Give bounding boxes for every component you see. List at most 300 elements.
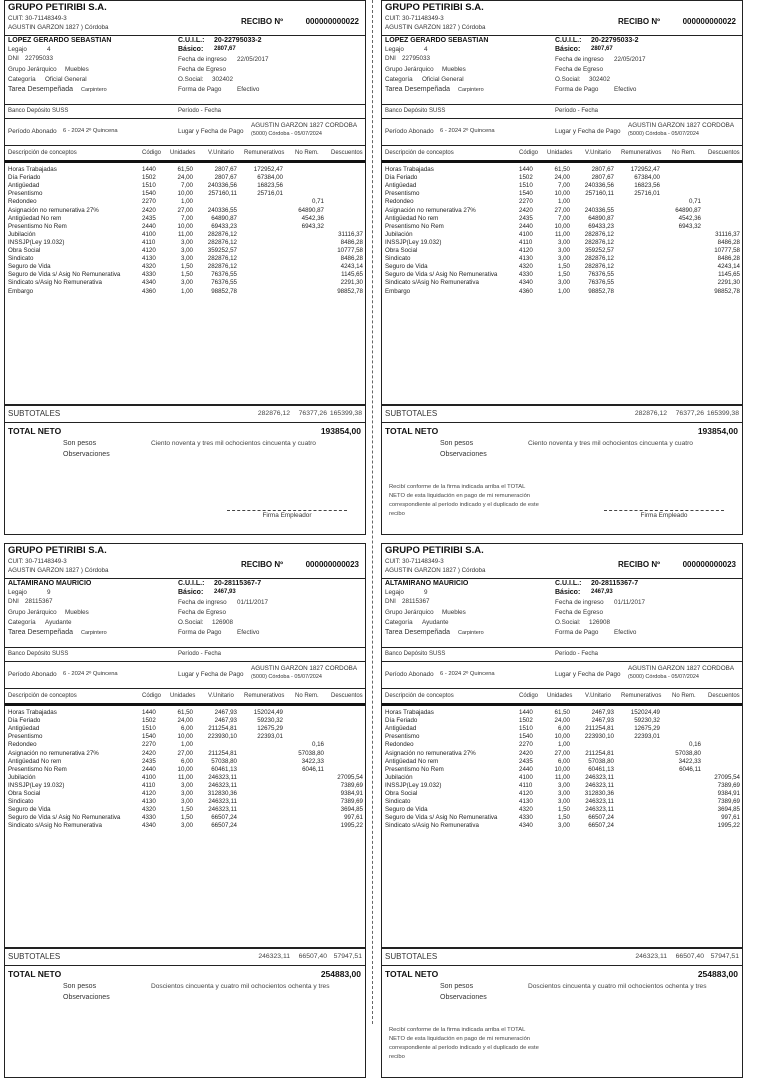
fecha-egreso-label: Fecha de Egreso — [555, 609, 603, 616]
table-row — [5, 279, 365, 287]
concept-code: 2420 — [519, 749, 533, 757]
concept-unit-value: 282876,12 — [207, 238, 237, 246]
period-row — [382, 119, 742, 146]
concept-description: Horas Trabajadas — [8, 166, 57, 173]
concept-no-remunerativo: 0,16 — [311, 741, 324, 749]
concept-units: 10,00 — [554, 733, 570, 741]
concept-units: 27,00 — [177, 206, 193, 214]
concept-unit-value: 57038,80 — [588, 757, 614, 765]
concepts-header — [5, 689, 365, 706]
concept-description: Obra Social — [8, 790, 41, 797]
concept-units: 11,00 — [554, 230, 570, 238]
table-row — [5, 247, 365, 255]
company-name: GRUPO PETIRIBI S.A. — [8, 545, 107, 556]
concept-unit-value: 282876,12 — [584, 255, 614, 263]
concept-remunerativo: 16823,56 — [634, 182, 660, 190]
concept-unit-value: 246323,11 — [208, 781, 237, 789]
total-neto-label: TOTAL NETO — [385, 426, 439, 436]
col-descripcion: Descripción de conceptos — [8, 150, 77, 156]
company-cuit: CUIT: 30-71148349-3 — [385, 15, 444, 22]
concepts-table — [382, 163, 742, 404]
grupo-value: Muebles — [65, 66, 89, 73]
concept-unit-value: 211254,81 — [585, 749, 614, 757]
subtotals-row — [382, 949, 742, 966]
table-row — [382, 182, 742, 190]
table-row — [5, 174, 365, 182]
receipt-title: RECIBO Nº — [241, 17, 284, 26]
concept-code: 1502 — [142, 717, 156, 725]
concept-code: 4130 — [142, 255, 156, 263]
concept-descuento: 8486,28 — [717, 238, 740, 246]
concept-description: Antigüedad No rem — [8, 214, 62, 222]
payment-place-date: (5000) Córdoba - 05/07/2024 — [251, 131, 322, 137]
concept-description: Sindicato s/Asig No Remunerativa — [8, 279, 102, 287]
concept-description: Jubilación — [385, 230, 413, 238]
tarea-value: Carpintero — [458, 630, 484, 636]
col-norem: No Rem. — [295, 693, 319, 699]
concept-units: 1,50 — [180, 806, 193, 814]
subtotal-descuentos: 165399,38 — [329, 410, 362, 417]
total-neto-label: TOTAL NETO — [385, 969, 439, 979]
concept-description: Día Feriado — [385, 174, 418, 182]
fecha-egreso-label: Fecha de Egreso — [178, 66, 226, 73]
table-row — [5, 758, 365, 766]
concept-units: 24,00 — [177, 717, 193, 725]
concept-units: 11,00 — [177, 773, 193, 781]
observaciones-label: Observaciones — [440, 994, 487, 1001]
col-codigo: Código — [519, 693, 539, 699]
concept-unit-value: 282876,12 — [207, 230, 237, 238]
col-vunitario: V.Unitario — [208, 150, 234, 156]
employee-name: ALTAMIRANO MAURICIO — [385, 580, 469, 587]
dni-value: 22795033 — [402, 55, 431, 62]
concept-remunerativo: 67384,00 — [257, 174, 283, 182]
concept-descuento: 10777,58 — [714, 247, 740, 254]
concept-unit-value: 240336,55 — [584, 206, 614, 214]
osocial-value: 302402 — [212, 76, 234, 83]
concept-units: 61,50 — [177, 166, 193, 173]
concept-code: 4320 — [519, 263, 533, 271]
concept-units: 6,00 — [180, 725, 193, 733]
concept-code: 4340 — [519, 279, 533, 287]
concept-code: 1510 — [519, 182, 533, 190]
grupo-label: Grupo Jerárquico — [385, 66, 434, 73]
receipt-body — [381, 543, 743, 948]
concept-code: 2420 — [519, 206, 533, 214]
grupo-value: Muebles — [65, 609, 89, 616]
concept-unit-value: 246323,11 — [585, 773, 614, 781]
table-row — [382, 279, 742, 287]
total-neto-value: 254883,00 — [320, 969, 361, 979]
tarea-label: Tarea Desempeñada — [385, 629, 450, 636]
col-descripcion: Descripción de conceptos — [8, 693, 77, 699]
concept-description: Antigüedad No rem — [8, 757, 62, 765]
concept-unit-value: 246323,11 — [208, 773, 237, 781]
categoria-label: Categoría — [385, 76, 413, 83]
table-row — [382, 814, 742, 822]
payroll-receipt-empleado — [381, 543, 743, 1076]
concept-remunerativo: 22393,01 — [634, 733, 660, 741]
subtotal-remunerativos: 246323,11 — [635, 953, 667, 960]
dni-value: 22795033 — [25, 55, 54, 62]
concept-code: 2435 — [519, 214, 533, 222]
concept-code: 1502 — [142, 174, 156, 182]
table-row — [5, 255, 365, 263]
concept-code: 2440 — [142, 765, 156, 773]
receipt-number: 000000000022 — [305, 17, 359, 26]
concept-code: 4320 — [142, 263, 156, 271]
concept-units: 10,00 — [177, 190, 193, 198]
concept-units: 10,00 — [177, 222, 193, 230]
concept-description: INSSJP(Ley 19.032) — [8, 781, 65, 789]
concept-no-remunerativo: 0,71 — [311, 198, 324, 206]
concept-description: Seguro de Vida s/ Asig No Remunerativa — [385, 271, 498, 279]
receipt-number: 000000000022 — [682, 17, 736, 26]
amount-in-words: Ciento noventa y tres mil ochocientos cincuenta y cuatro — [528, 440, 693, 447]
dni-label: DNI — [8, 55, 19, 62]
concept-code: 4320 — [519, 806, 533, 814]
tarea-value: Carpintero — [458, 87, 484, 93]
signature-line: Firma Empleador — [227, 510, 347, 520]
table-row — [5, 750, 365, 758]
employee-info — [382, 579, 742, 648]
subtotal-descuentos: 57947,51 — [710, 953, 739, 960]
col-descripcion: Descripción de conceptos — [385, 693, 454, 699]
period-label: Período Abonado — [385, 128, 434, 135]
concept-code: 1510 — [519, 725, 533, 733]
table-row — [5, 709, 365, 717]
concept-remunerativo: 16823,56 — [257, 182, 283, 190]
bank-row — [382, 105, 742, 119]
concept-descuento: 3694,85 — [717, 806, 740, 814]
table-row — [5, 741, 365, 749]
concept-unit-value: 211254,81 — [208, 725, 237, 733]
concept-description: Asignación no remunerativa 27% — [385, 749, 476, 757]
col-vunitario: V.Unitario — [585, 693, 611, 699]
fecha-ingreso-label: Fecha de ingreso — [555, 599, 604, 606]
table-row — [382, 750, 742, 758]
col-remunerativos: Remunerativos — [621, 693, 662, 699]
concept-description: Asignación no remunerativa 27% — [385, 206, 476, 214]
table-row — [5, 733, 365, 741]
concept-unit-value: 60461,13 — [588, 765, 614, 773]
grupo-value: Muebles — [442, 66, 466, 73]
table-row — [382, 231, 742, 239]
concept-units: 3,00 — [557, 255, 570, 263]
concept-description: Antigüedad No rem — [385, 214, 439, 222]
table-row — [5, 271, 365, 279]
concept-remunerativo: 59230,32 — [257, 717, 283, 725]
period-row — [5, 662, 365, 689]
table-row — [382, 725, 742, 733]
osocial-label: O.Social: — [555, 76, 581, 83]
concept-no-remunerativo: 6943,32 — [678, 222, 701, 230]
table-row — [382, 806, 742, 814]
osocial-value: 126908 — [589, 619, 611, 626]
employee-info — [382, 36, 742, 105]
categoria-label: Categoría — [8, 619, 36, 626]
concept-code: 4320 — [142, 806, 156, 814]
concept-remunerativo: 12675,29 — [257, 725, 283, 733]
concept-code: 1510 — [142, 182, 156, 190]
concept-code: 4130 — [519, 255, 533, 263]
son-pesos-label: Son pesos — [63, 440, 97, 447]
amount-in-words: Doscientos cincuenta y cuatro mil ochocientos ochenta y tres — [151, 983, 330, 990]
concept-description: Antigüedad — [385, 182, 417, 190]
concept-remunerativo: 59230,32 — [634, 717, 660, 725]
concept-units: 3,00 — [180, 781, 193, 789]
basico-label: Básico: — [555, 46, 581, 53]
tarea-value: Carpintero — [81, 630, 107, 636]
concept-unit-value: 2467,93 — [214, 709, 237, 716]
dni-label: DNI — [8, 598, 19, 605]
receipt-footer — [4, 948, 366, 1076]
concept-code: 4120 — [142, 247, 156, 254]
cuil-label: C.U.I.L.: — [555, 580, 582, 587]
col-remunerativos: Remunerativos — [621, 150, 662, 156]
concept-descuento: 31116,37 — [338, 230, 363, 238]
concept-units: 10,00 — [554, 190, 570, 198]
receipt-acknowledgement: Recibí conforme de la firma indicada arriba el TOTAL NETO de esta liquidación en pago de mi remuneración correspondiente al período indicado y el duplicado de este recibo — [389, 1027, 539, 1060]
subtotal-norem: 76377,26 — [675, 410, 704, 417]
concept-code: 2420 — [142, 206, 156, 214]
concept-units: 10,00 — [177, 733, 193, 741]
concept-remunerativo: 25716,01 — [257, 190, 283, 198]
concept-remunerativo: 172952,47 — [630, 166, 660, 173]
receipt-body — [4, 543, 366, 948]
concept-remunerativo: 25716,01 — [634, 190, 660, 198]
concept-descuento: 7389,69 — [340, 781, 363, 789]
table-row — [5, 215, 365, 223]
concept-code: 4360 — [142, 287, 156, 295]
concept-code: 4110 — [519, 781, 533, 789]
concept-no-remunerativo: 4542,36 — [678, 214, 701, 222]
employee-info — [5, 36, 365, 105]
concept-no-remunerativo: 57038,80 — [675, 749, 701, 757]
cuil-value: 20-28115367-7 — [591, 580, 639, 587]
concept-description: Jubilación — [8, 773, 36, 781]
concept-description: Presentismo — [385, 733, 420, 741]
period-value: 6 - 2024 2º Quincena — [63, 671, 118, 677]
receipt-title: RECIBO Nº — [618, 560, 661, 569]
concept-code: 2440 — [519, 765, 533, 773]
concept-description: Presentismo — [8, 733, 43, 741]
payment-place-value: AGUSTIN GARZON 1827 CORDOBA — [628, 122, 735, 129]
concept-descuento: 2291,30 — [340, 279, 363, 287]
table-row — [5, 263, 365, 271]
col-remunerativos: Remunerativos — [244, 693, 285, 699]
concept-description: INSSJP(Ley 19.032) — [8, 238, 65, 246]
subtotal-descuentos: 165399,38 — [706, 410, 739, 417]
concept-units: 61,50 — [177, 709, 193, 716]
total-neto-value: 254883,00 — [697, 969, 738, 979]
concept-unit-value: 76376,55 — [588, 279, 614, 287]
concept-description: Sindicato — [8, 255, 34, 263]
concept-description: Día Feriado — [385, 717, 418, 725]
concept-unit-value: 2807,67 — [214, 174, 237, 182]
concepts-table — [5, 706, 365, 947]
company-address: AGUSTIN GARZON 1827 ) Córdoba — [385, 567, 486, 574]
fecha-ingreso-value: 22/05/2017 — [614, 56, 646, 63]
fecha-ingreso-value: 22/05/2017 — [237, 56, 269, 63]
total-neto-value: 193854,00 — [320, 426, 361, 436]
concept-remunerativo: 152024,49 — [253, 709, 283, 716]
concept-no-remunerativo: 3422,33 — [301, 757, 324, 765]
table-row — [5, 182, 365, 190]
table-row — [5, 190, 365, 198]
col-descuentos: Descuentos — [331, 693, 363, 699]
tarea-label: Tarea Desempeñada — [8, 629, 73, 636]
concept-unit-value: 66507,24 — [211, 822, 237, 830]
concept-descuento: 4243,14 — [717, 263, 740, 271]
concept-code: 1540 — [142, 190, 156, 198]
subtotal-remunerativos: 282876,12 — [634, 410, 667, 417]
concept-remunerativo: 172952,47 — [253, 166, 283, 173]
son-pesos-label: Son pesos — [440, 440, 474, 447]
concept-code: 2435 — [142, 214, 156, 222]
concept-no-remunerativo: 0,16 — [688, 741, 701, 749]
subtotals-label: SUBTOTALES — [385, 409, 438, 418]
amount-in-words: Doscientos cincuenta y cuatro mil ochocientos ochenta y tres — [528, 983, 707, 990]
concept-description: Seguro de Vida — [8, 263, 51, 271]
concept-units: 6,00 — [557, 757, 570, 765]
concept-units: 10,00 — [177, 765, 193, 773]
concept-code: 2270 — [142, 741, 156, 749]
table-row — [5, 288, 365, 296]
concept-units: 11,00 — [177, 230, 193, 238]
table-row — [382, 215, 742, 223]
bank-row — [382, 648, 742, 662]
concept-remunerativo: 22393,01 — [257, 733, 283, 741]
company-cuit: CUIT: 30-71148349-3 — [385, 558, 444, 565]
col-norem: No Rem. — [295, 150, 319, 156]
grupo-label: Grupo Jerárquico — [8, 609, 57, 616]
concept-no-remunerativo: 6046,11 — [679, 765, 701, 773]
concept-code: 1540 — [519, 190, 533, 198]
forma-pago-value: Efectivo — [237, 86, 260, 93]
concept-units: 1,50 — [557, 814, 570, 822]
receipt-title: RECIBO Nº — [618, 17, 661, 26]
concept-units: 1,50 — [557, 263, 570, 271]
concept-unit-value: 359252,57 — [584, 247, 614, 254]
concept-description: Seguro de Vida — [385, 806, 428, 814]
cuil-label: C.U.I.L.: — [555, 37, 582, 44]
concept-descuento: 997,61 — [721, 814, 740, 822]
concept-unit-value: 246323,11 — [208, 798, 237, 806]
table-row — [382, 758, 742, 766]
forma-pago-value: Efectivo — [237, 629, 260, 636]
basico-label: Básico: — [178, 589, 204, 596]
concept-code: 2270 — [519, 198, 533, 206]
company-name: GRUPO PETIRIBI S.A. — [385, 545, 484, 556]
concept-description: Presentismo No Rem — [8, 765, 67, 773]
concept-unit-value: 246323,11 — [585, 781, 614, 789]
fecha-ingreso-value: 01/11/2017 — [614, 599, 646, 606]
cuil-value: 20-22795033-2 — [591, 37, 639, 44]
cuil-label: C.U.I.L.: — [178, 580, 205, 587]
concept-units: 7,00 — [557, 182, 570, 190]
concept-descuento: 7389,69 — [340, 798, 363, 806]
concept-units: 7,00 — [557, 214, 570, 222]
employee-name: ALTAMIRANO MAURICIO — [8, 580, 92, 587]
basico-value: 2807,67 — [214, 46, 236, 52]
concept-no-remunerativo: 4542,36 — [301, 214, 324, 222]
concepts-header — [382, 146, 742, 163]
concept-description: Presentismo No Rem — [385, 765, 444, 773]
table-row — [382, 798, 742, 806]
concept-description: Presentismo No Rem — [8, 222, 67, 230]
concept-unit-value: 64890,87 — [588, 214, 614, 222]
employee-name: LOPEZ GERARDO SEBASTIAN — [8, 37, 112, 44]
concept-unit-value: 98852,78 — [211, 287, 237, 295]
receipt-body — [4, 0, 366, 405]
concept-descuento: 10777,58 — [337, 247, 363, 254]
total-neto-value: 193854,00 — [697, 426, 738, 436]
concept-unit-value: 240336,56 — [207, 182, 237, 190]
concept-code: 4110 — [142, 238, 156, 246]
concept-unit-value: 246323,11 — [585, 798, 614, 806]
subtotal-norem: 66507,40 — [675, 953, 704, 960]
period-value: 6 - 2024 2º Quincena — [63, 128, 118, 134]
table-row — [5, 223, 365, 231]
receipt-header — [382, 544, 742, 579]
concept-code: 1540 — [519, 733, 533, 741]
concept-description: Antigüedad — [385, 725, 417, 733]
col-norem: No Rem. — [672, 150, 696, 156]
concept-unit-value: 359252,57 — [207, 247, 237, 254]
amount-in-words: Ciento noventa y tres mil ochocientos cincuenta y cuatro — [151, 440, 316, 447]
concept-unit-value: 2467,93 — [591, 709, 614, 716]
period-row — [5, 119, 365, 146]
concept-units: 1,00 — [180, 741, 193, 749]
concept-descuento: 27095,54 — [337, 773, 363, 781]
concept-descuento: 8486,28 — [340, 238, 363, 246]
concept-unit-value: 2807,67 — [591, 174, 614, 182]
table-row — [382, 709, 742, 717]
concept-descuento: 1145,65 — [341, 271, 363, 279]
receipt-footer — [4, 405, 366, 533]
concept-unit-value: 69433,23 — [588, 222, 614, 230]
concept-units: 3,00 — [180, 238, 193, 246]
company-cuit: CUIT: 30-71148349-3 — [8, 15, 67, 22]
osocial-label: O.Social: — [178, 619, 204, 626]
concepts-table — [382, 706, 742, 947]
subtotal-remunerativos: 282876,12 — [257, 410, 290, 417]
subtotals-label: SUBTOTALES — [8, 409, 61, 418]
fecha-ingreso-value: 01/11/2017 — [237, 599, 269, 606]
tarea-value: Carpintero — [81, 87, 107, 93]
col-unidades: Unidades — [547, 693, 573, 699]
legajo-value: 9 — [47, 589, 51, 596]
concept-code: 2435 — [142, 757, 156, 765]
concept-description: Día Feriado — [8, 174, 41, 182]
concept-description: Seguro de Vida — [8, 806, 51, 814]
forma-pago-value: Efectivo — [614, 86, 637, 93]
concept-unit-value: 240336,56 — [584, 182, 614, 190]
fecha-egreso-label: Fecha de Egreso — [555, 66, 603, 73]
concept-units: 3,00 — [180, 798, 193, 806]
concept-unit-value: 312830,36 — [207, 790, 237, 797]
concept-remunerativo: 67384,00 — [634, 174, 660, 182]
legajo-value: 4 — [47, 46, 51, 53]
company-address: AGUSTIN GARZON 1827 ) Córdoba — [8, 24, 109, 31]
payment-place-label: Lugar y Fecha de Pago — [178, 671, 244, 678]
receipt-number: 000000000023 — [682, 560, 736, 569]
concept-code: 2435 — [519, 757, 533, 765]
bank-label: Banco Depósito SUSS — [8, 108, 69, 114]
concept-description: Sindicato s/Asig No Remunerativa — [385, 822, 479, 830]
bank-label: Banco Depósito SUSS — [385, 651, 446, 657]
